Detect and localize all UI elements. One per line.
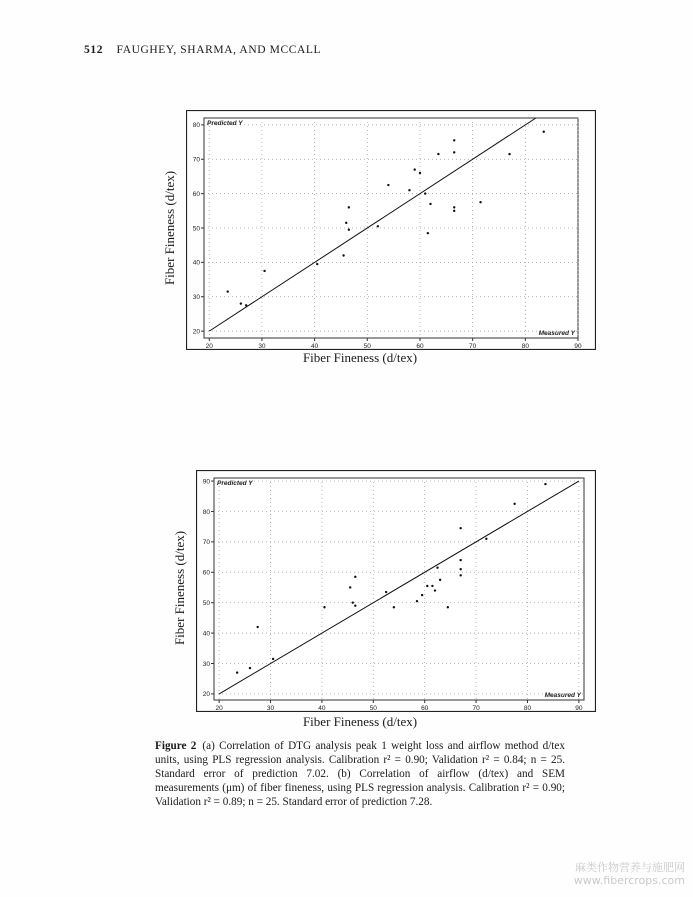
figure-a-data-point [424,192,426,194]
figure-b-data-point [459,527,461,529]
figure-b-measured-y-label: Measured Y [544,692,581,699]
figure-a-y-tick-label: 70 [192,156,200,164]
figure-b-data-point [385,591,387,593]
figure-b-data-point [459,559,461,561]
figure-b-y-tick-label: 60 [202,569,210,577]
figure-b-data-point [272,658,274,660]
figure-a-data-point [387,184,389,186]
figure-b-data-point [349,586,351,588]
figure-a-y-axis-label: Fiber Fineness (d/tex) [162,170,177,286]
page-number: 512 [84,44,104,56]
figure-a-data-point [316,263,318,265]
figure-b-data-point [256,626,258,628]
figure-b-data-point [434,589,436,591]
figure-b-y-tick-label: 50 [202,599,210,607]
figure-b-data-point [447,606,449,608]
figure-b-x-tick-label: 50 [369,705,377,712]
figure-b-x-tick-label: 80 [523,705,532,712]
watermark [574,861,685,887]
figure-a-data-point [453,210,455,212]
figure-b-data-point [485,538,487,540]
watermark-line-1: 麻类作物营养与施肥网 [575,861,685,874]
running-header [84,44,321,56]
figure-a-data-point [543,131,545,133]
figure-a-data-point [345,222,347,224]
figure-a-data-point [508,153,510,155]
figure-b-data-point [416,600,418,602]
figure-caption-text: (a) Correlation of DTG analysis peak 1 weight loss and airflow method d/tex units, using PLS regression analysis. Calibration r² = 0.90; Validation r² = 0.84; n = 25. Standard error of prediction 7.02. (b) Correlation of airflow (d/tex) and SEM measurements (μm) of fiber fineness, using PLS regression analysis. Calibration r² = 0.90; Validation r² = 0.89; n = 25. Standard error of prediction 7.28. [155,740,565,808]
figure-b-x-axis-label: Fiber Fineness (d/tex) [302,714,418,729]
figure-b-data-point [354,605,356,607]
figure-b-chart [196,470,596,712]
figure-a-data-point [453,206,455,208]
figure-a-data-point [427,232,429,234]
figure-b-data-point [393,606,395,608]
figure-a-data-point [419,172,421,174]
figure-a-chart [186,110,596,350]
figure-caption [155,739,565,809]
figure-a-y-tick-label: 80 [192,122,200,130]
figure-a-data-point [342,254,344,256]
figure-b-data-point [436,567,438,569]
figure-b-y-tick-label: 40 [202,630,210,638]
figure-b [160,470,583,732]
figure-a-y-tick-label: 60 [192,190,200,198]
figure-b-y-tick-label: 20 [202,691,210,699]
figure-b-predicted-y-label: Predicted Y [217,480,253,487]
figure-b-x-tick-label: 90 [575,705,583,712]
figure-a-y-tick-label: 40 [192,259,200,267]
figure-a-y-tick-label: 20 [192,328,200,336]
figure-a-x-axis-label: Fiber Fineness (d/tex) [302,350,418,365]
figure-b-data-point [544,483,546,485]
figure-a-data-point [240,302,242,304]
figure-b-y-tick-label: 80 [202,508,210,516]
figure-a-x-tick-label: 90 [574,343,582,350]
figure-b-data-point [426,585,428,587]
figure-a-data-point [408,189,410,191]
figure-a-data-point [453,151,455,153]
figure-b-data-point [354,576,356,578]
figure-a-data-point [429,203,431,205]
figure-b-y-tick-label: 70 [202,539,210,547]
running-title: FAUGHEY, SHARMA, AND MCCALL [116,44,322,56]
figure-b-data-point [352,601,354,603]
figure-b-x-tick-label: 70 [472,705,480,712]
figure-b-x-tick-label: 30 [266,705,275,712]
figure-a-data-point [348,229,350,231]
figure-b-data-point [249,667,251,669]
figure-b-y-tick-label: 30 [202,660,210,668]
figure-a-x-tick-label: 40 [311,343,319,350]
figure-a-data-point [437,153,439,155]
figure-a-y-tick-label: 50 [192,225,200,233]
figure-a [150,110,582,372]
figure-a-predicted-y-label: Predicted Y [207,120,243,127]
figure-a-data-point [263,270,265,272]
figure-b-x-tick-label: 60 [421,705,429,712]
figure-a-x-tick-label: 30 [258,343,266,350]
figure-b-data-point [459,574,461,576]
figure-a-x-tick-label: 50 [363,343,371,350]
figure-b-x-tick-label: 40 [318,705,326,712]
figure-b-data-point [513,503,515,505]
figure-a-measured-y-label: Measured Y [538,330,575,337]
figure-a-data-point [348,206,350,208]
figure-a-x-tick-label: 70 [469,343,477,350]
figure-b-data-point [459,568,461,570]
figure-a-data-point [377,225,379,227]
figure-a-data-point [227,290,229,292]
figure-a-x-tick-label: 60 [416,343,424,350]
figure-a-x-tick-label: 80 [521,343,529,350]
figure-a-data-point [245,304,247,306]
figure-b-data-point [236,671,238,673]
figure-b-data-point [431,585,433,587]
figure-b-data-point [323,606,325,608]
figure-a-data-point [453,139,455,141]
figure-a-data-point [414,168,416,170]
figure-b-y-tick-label: 90 [202,478,210,486]
figure-a-data-point [479,201,481,203]
figure-b-x-tick-label: 20 [215,705,223,712]
figure-b-y-axis-label: Fiber Fineness (d/tex) [172,530,187,646]
figure-caption-label: Figure 2 [155,740,197,752]
figure-b-data-point [439,579,441,581]
figure-b-data-point [421,594,423,596]
figure-a-y-tick-label: 30 [192,294,200,302]
figure-a-x-tick-label: 20 [205,343,213,350]
watermark-line-2: www.fibercrops.com [573,874,685,887]
